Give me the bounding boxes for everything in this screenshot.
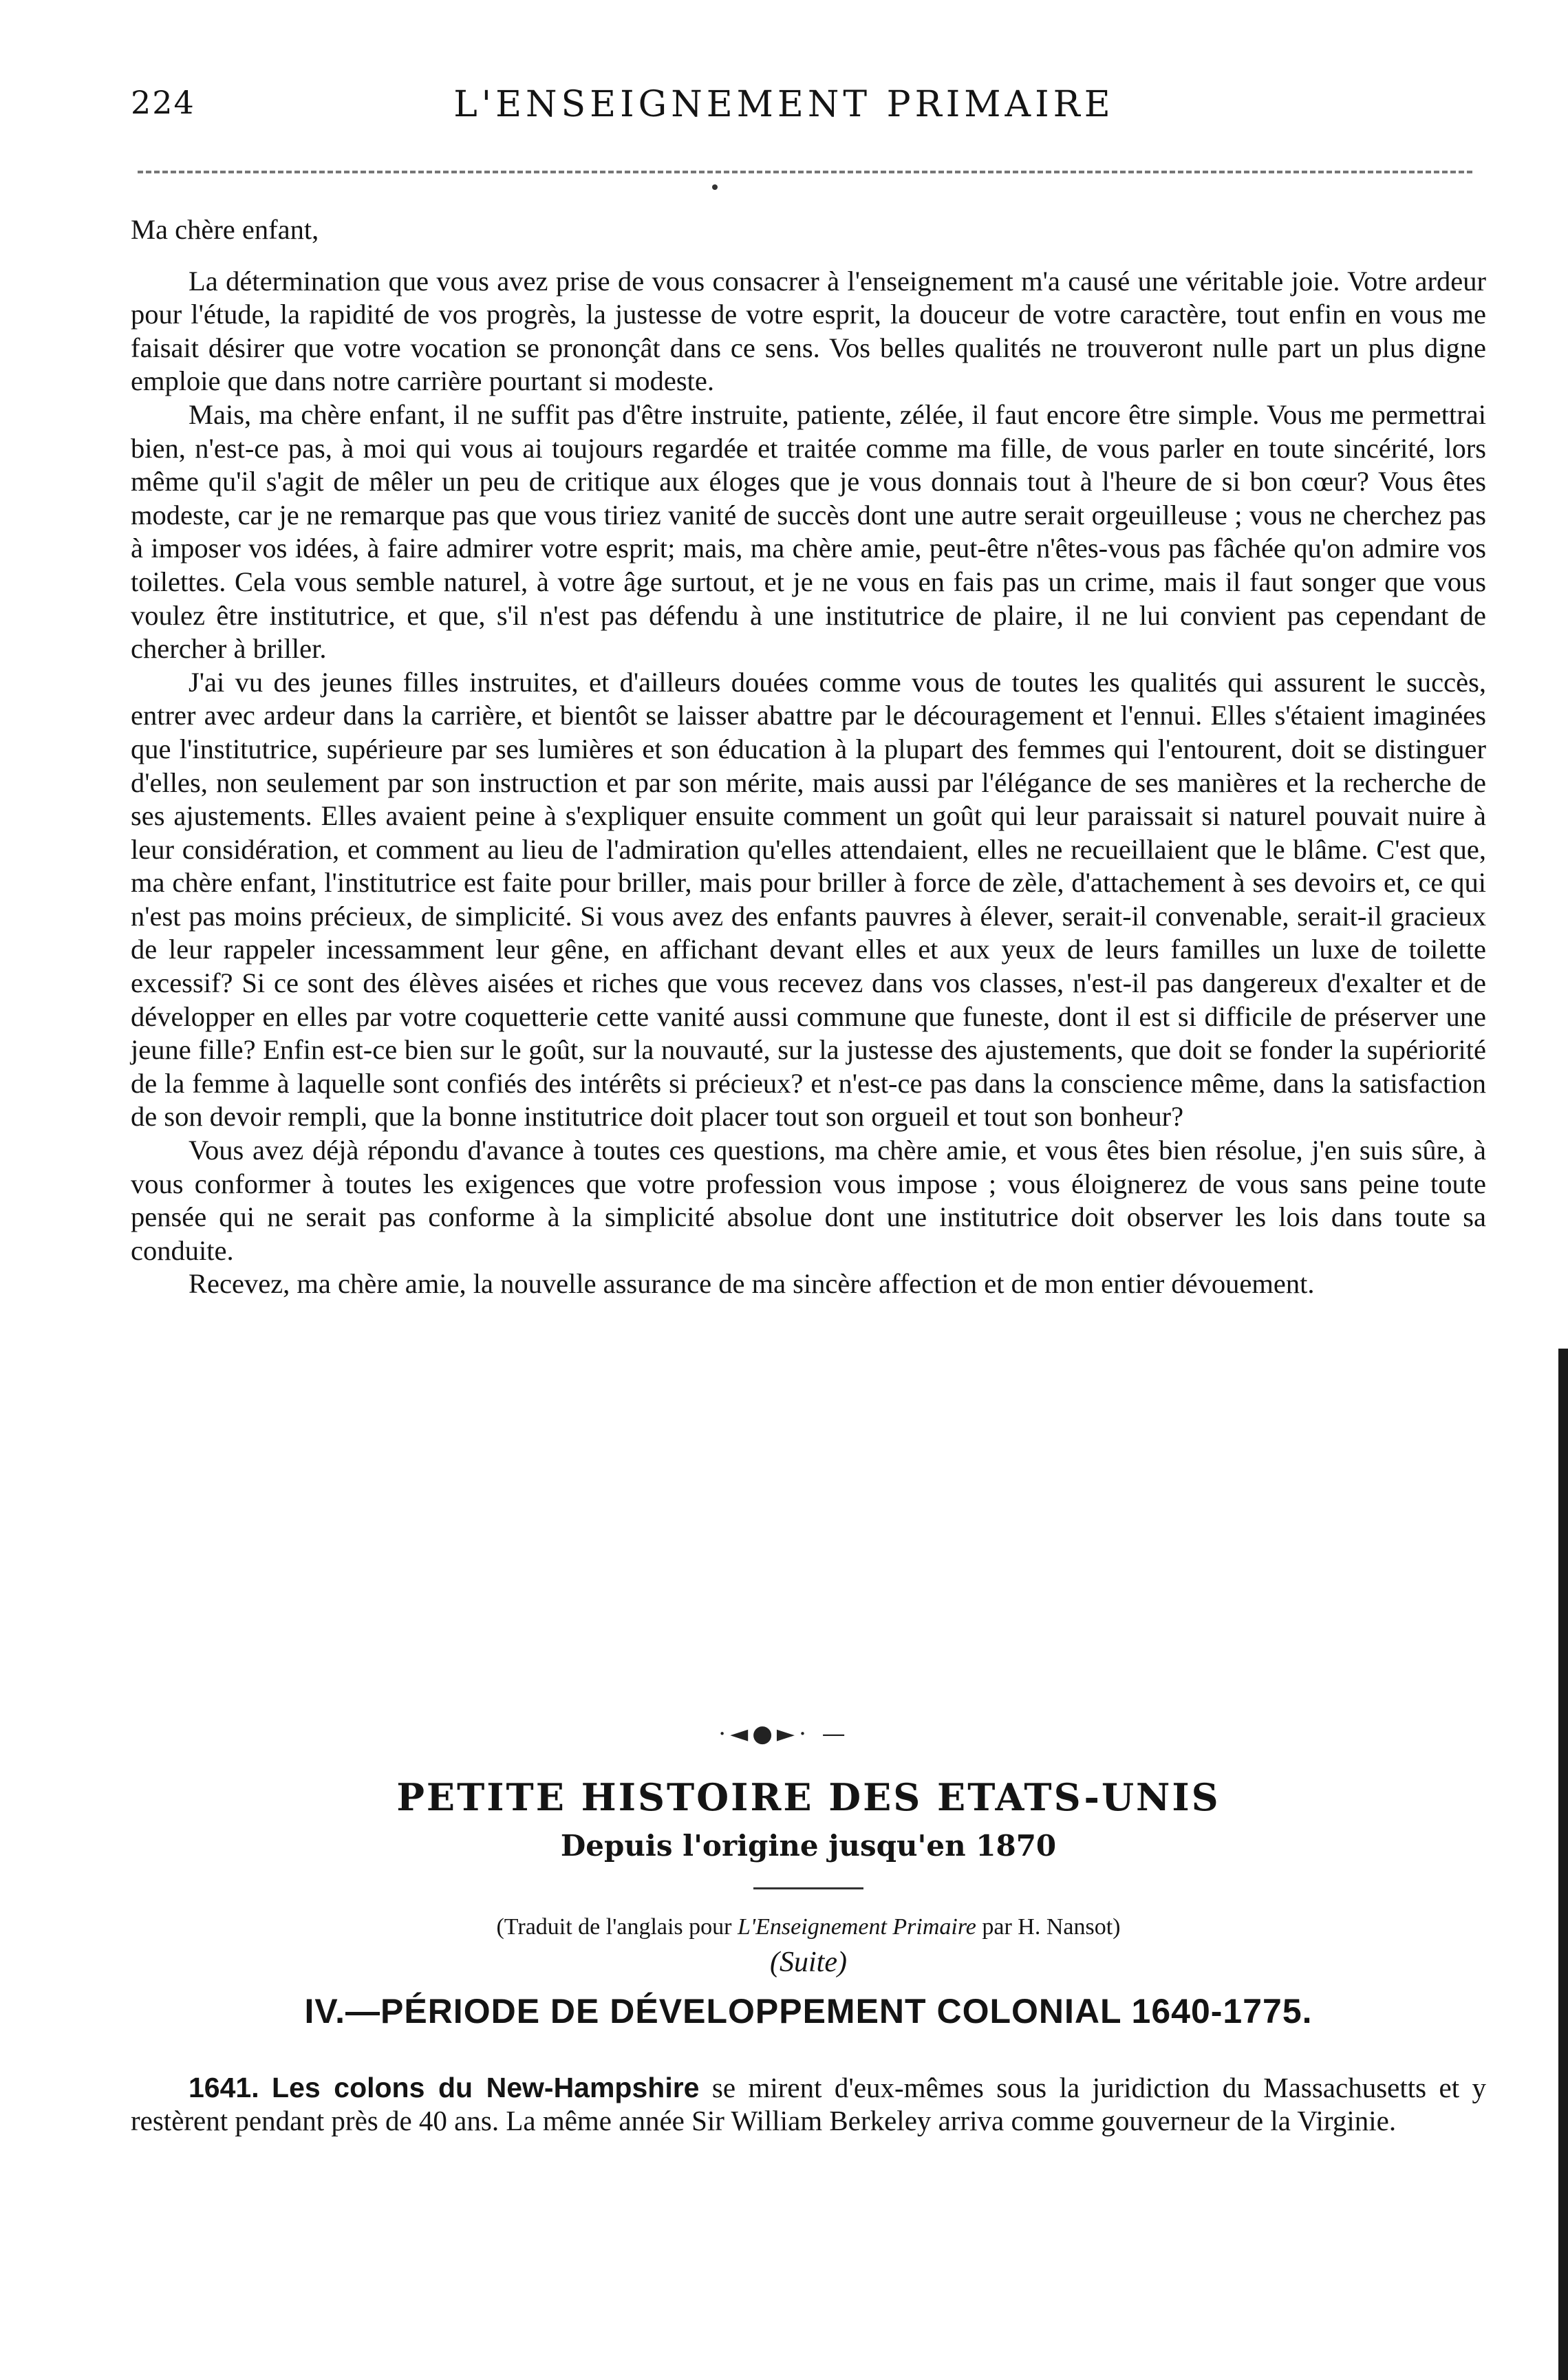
section-title: PETITE HISTOIRE DES ETATS-UNIS [396,1775,1221,1819]
history-section-header [131,1775,1486,2031]
history-text: se mirent d'eux-mêmes sous la juridiction du Massachusetts et y restèrent pendant près de 40 ans. La même année Sir William Berkeley arriva comme gouverneur de la Virginie. [131,2072,1487,2136]
letter-body [131,213,1486,1301]
history-subject: Les colons du New-Hampshire [272,2072,700,2103]
page-number: 224 [131,84,195,121]
continuation-label: (Suite) [770,1947,847,1978]
history-year: 1641. [189,2072,259,2103]
letter-paragraph: J'ai vu des jeunes filles instruites, et d'ailleurs douées comme vous de toutes les qualités qui assurent le succès, entrer avec ardeur dans la carrière, et bientôt se laisser abattre par le découragement et l'ennui. Elles s'étaient imaginées que l'institutrice, supérieure par ses lumières et son éducation à la plupart des femmes qui l'entourent, doit se distinguer d'elles, non seulement par son instruction et par son mérite, mais aussi par l'élégance de ses manières et la recherche de ses ajustements. Elles avaient peine à s'expliquer ensuite comment un goût qui leur paraissait si naturel pouvait nuire à leur considération, et comment au lieu de l'admiration qu'elles attendaient, elles ne recueillaient que le blâme. C'est que, ma chère enfant, l'institutrice est faite pour briller, mais pour briller à force de zèle, d'attachement à ses devoirs et, ce qui n'est pas moins précieux, de simplicité. Si vous avez des enfants pauvres à élever, serait-il convenable, serait-il gracieux de leur rappeler incessamment leur gêne, en affichant devant elles et aux yeux de leurs familles un luxe de toilette excessif? Si ce sont des élèves aisées et riches que vous recevez dans vos classes, n'est-il pas dangereux d'exalter et de développer en elles par votre coquetterie cette vanité aussi commune que funeste, dont il est si difficile de préserver une jeune fille? Enfin est-ce bien sur le goût, sur la nouvauté, sur la justesse des ajustements, que doit se fonder la supériorité de la femme à laquelle sont confiés des intérêts si précieux? et n'est-ce pas dans la conscience même, dans la satisfaction de son devoir rempli, que la bonne institutrice doit placer tout son orgueil et tout son bonheur? [131,666,1486,1133]
header-dot [712,184,718,190]
letter-paragraph: Recevez, ma chère amie, la nouvelle assurance de ma sincère affection et de mon entier dévouement. [189,1268,1315,1300]
translation-suffix: par H. Nansot) [976,1914,1121,1940]
section-subtitle: Depuis l'origine jusqu'en 1870 [560,1829,1057,1863]
letter-paragraph: Mais, ma chère enfant, il ne suffit pas d'être instruite, patiente, zélée, il faut encore être simple. Vous me permettrai bien, n'est-ce pas, à moi qui vous ai toujours regardée et traitée comme ma fille, de vous parler en toute sincérité, lors même qu'il s'agit de mêler un peu de critique aux éloges que je vous donnais tout à l'heure de si bon cœur? Vous êtes modeste, car je ne remarque pas que vous tiriez vanité de succès dont une autre serait orgeuilleuse ; vous ne cherchez pas à imposer vos idées, à faire admirer votre esprit; mais, ma chère amie, peut-être n'êtes-vous pas fâchée qu'on admire vos toilettes. Cela vous semble naturel, à votre âge surtout, et je ne vous en fais pas un crime, mais il faut songer que vous voulez être institutrice, et que, s'il n'est pas défendu à une institutrice de plaire, il ne lui convient pas cependant de chercher à briller. [131,398,1486,665]
scan-edge-bar [1558,1349,1568,2380]
period-heading: IV.—PÉRIODE DE DÉVELOPPEMENT COLONIAL 1640-1775. [304,1992,1313,2030]
letter-paragraph: Vous avez déjà répondu d'avance à toutes ces questions, ma chère amie, et vous êtes bien résolue, j'en suis sûre, à vous conformer à toutes les exigences que votre profession vous impose ; vous éloignerez de vous sans peine toute pensée qui ne serait pas conforme à la simplicité absolue dont une institutrice doit observer les lois dans toute sa conduite. [131,1135,1486,1266]
translation-prefix: (Traduit de l'anglais pour [496,1914,738,1940]
translation-note [131,1914,1486,1940]
history-body [131,2071,1486,2137]
history-paragraph [131,2071,1486,2137]
header-rule [138,171,1472,173]
section-rule [753,1887,863,1889]
translation-journal: L'Enseignement Primaire [737,1914,976,1940]
letter-paragraph: La détermination que vous avez prise de vous consacrer à l'enseignement m'a causé une véritable joie. Votre ardeur pour l'étude, la rapidité de vos progrès, la justesse de votre esprit, la douceur de votre caractère, tout enfin en vous me faisait désirer que votre vocation se prononçât dans ce sens. Vos belles qualités ne trouveront nulle part un plus digne emploie que dans notre carrière pourtant si modeste. [131,265,1486,397]
running-head [131,84,1437,132]
running-title: L'ENSEIGNEMENT PRIMAIRE [453,84,1115,125]
section-ornament: ·◄●►· — [718,1720,850,1748]
letter-salutation: Ma chère enfant, [131,214,319,245]
